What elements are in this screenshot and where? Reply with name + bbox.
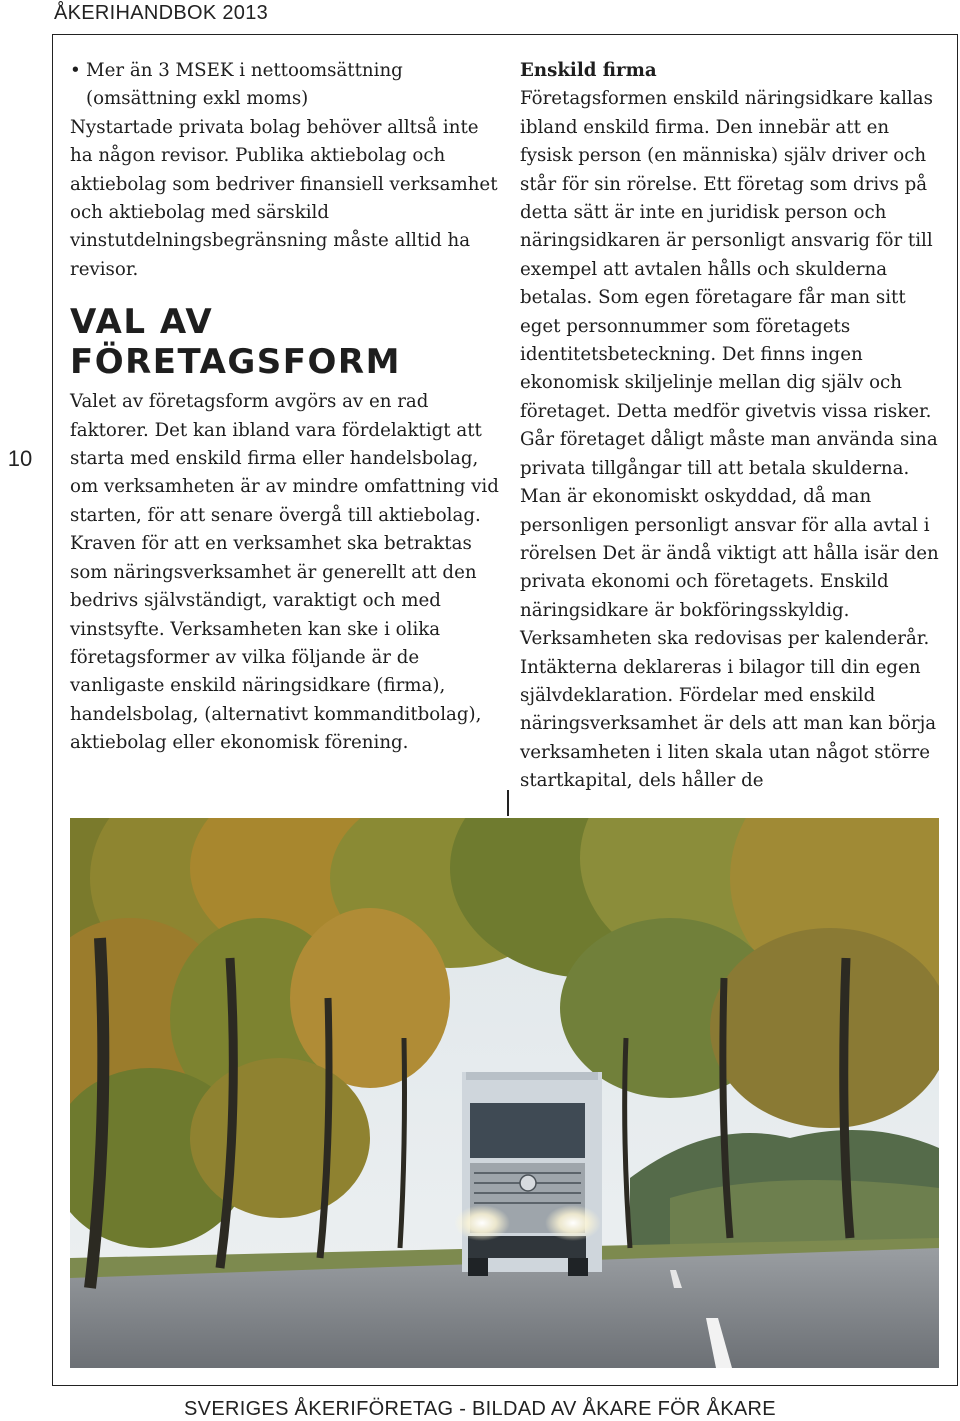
column-divider: [507, 790, 509, 816]
running-footer: SVERIGES ÅKERIFÖRETAG - BILDAD AV ÅKARE FÖR ÅKARE: [184, 1398, 776, 1420]
right-column: [520, 57, 940, 796]
paragraph-enskild-firma: Företagsformen enskild näringsidkare kallas ibland enskild firma. Den innebär att en fysisk person (en människa) själv driver och står för sin rörelse. Ett företag som drivs på detta sätt är inte en juridisk person och näringsidkaren är personligt ansvarig för till exempel att avtalen hålls och skulderna betalas. Som egen företagare får man sitt eget personnummer som företagets identitetsbeteckning. Det finns ingen ekonomisk skiljelinje mellan dig själv och företaget. Detta medför givetvis vissa risker. Går företaget dåligt måste man använda sina privata tillgångar till att betala skulderna. Man är ekonomiskt oskyddad, då man personligen personligt ansvar för alla avtal i rörelsen Det är ändå viktigt att hålla isär den privata ekonomi och företagets. Enskild näringsidkare är bokföringsskyldig. Verksamheten ska redovisas per kalenderår. Intäkterna deklareras i bilagor till din egen självdeklaration. Fördelar med enskild näringsverksamhet är dels att man kan börja verksamheten i liten skala utan något större startkapital, dels håller de: [520, 88, 939, 792]
paragraph-foretagsform: Valet av företagsform avgörs av en rad faktorer. Det kan ibland vara fördelaktigt att starta med enskild firma eller handelsbolag, om verksamheten är av mindre omfattning vid starten, för att senare övergå till aktiebolag. Kraven för att en verksamhet ska betraktas som näringsverksamhet är generellt att den bedrivs självständigt, varaktigt och med vinstsyfte. Verksamheten kan ske i olika företagsformer av vilka följande är de vanligaste enskild näringsidkare (firma), handelsbolag, (alternativt kommanditbolag), aktiebolag eller ekonomisk förening.: [70, 391, 499, 754]
paragraph-revisor: Nystartade privata bolag behöver alltså inte ha någon revisor. Publika aktiebolag och aktiebolag som bedriver finansiell verksamhet och aktiebolag med särskild vinstutdelningsbegränsning måste alltid ha revisor.: [70, 116, 498, 280]
bullet-text: Mer än 3 MSEK i nettoomsättning (omsättning exkl moms): [86, 60, 403, 110]
section-heading: VAL AV FÖRETAGSFORM: [70, 302, 401, 383]
running-header: ÅKERIHANDBOK 2013: [54, 2, 269, 24]
left-column: [70, 57, 500, 758]
page-number: 10: [7, 446, 33, 471]
subheading-enskild-firma: Enskild firma: [520, 60, 657, 81]
bullet-icon: •: [70, 60, 81, 81]
bullet-item: [70, 57, 500, 114]
truck-road-photo: [70, 818, 939, 1368]
